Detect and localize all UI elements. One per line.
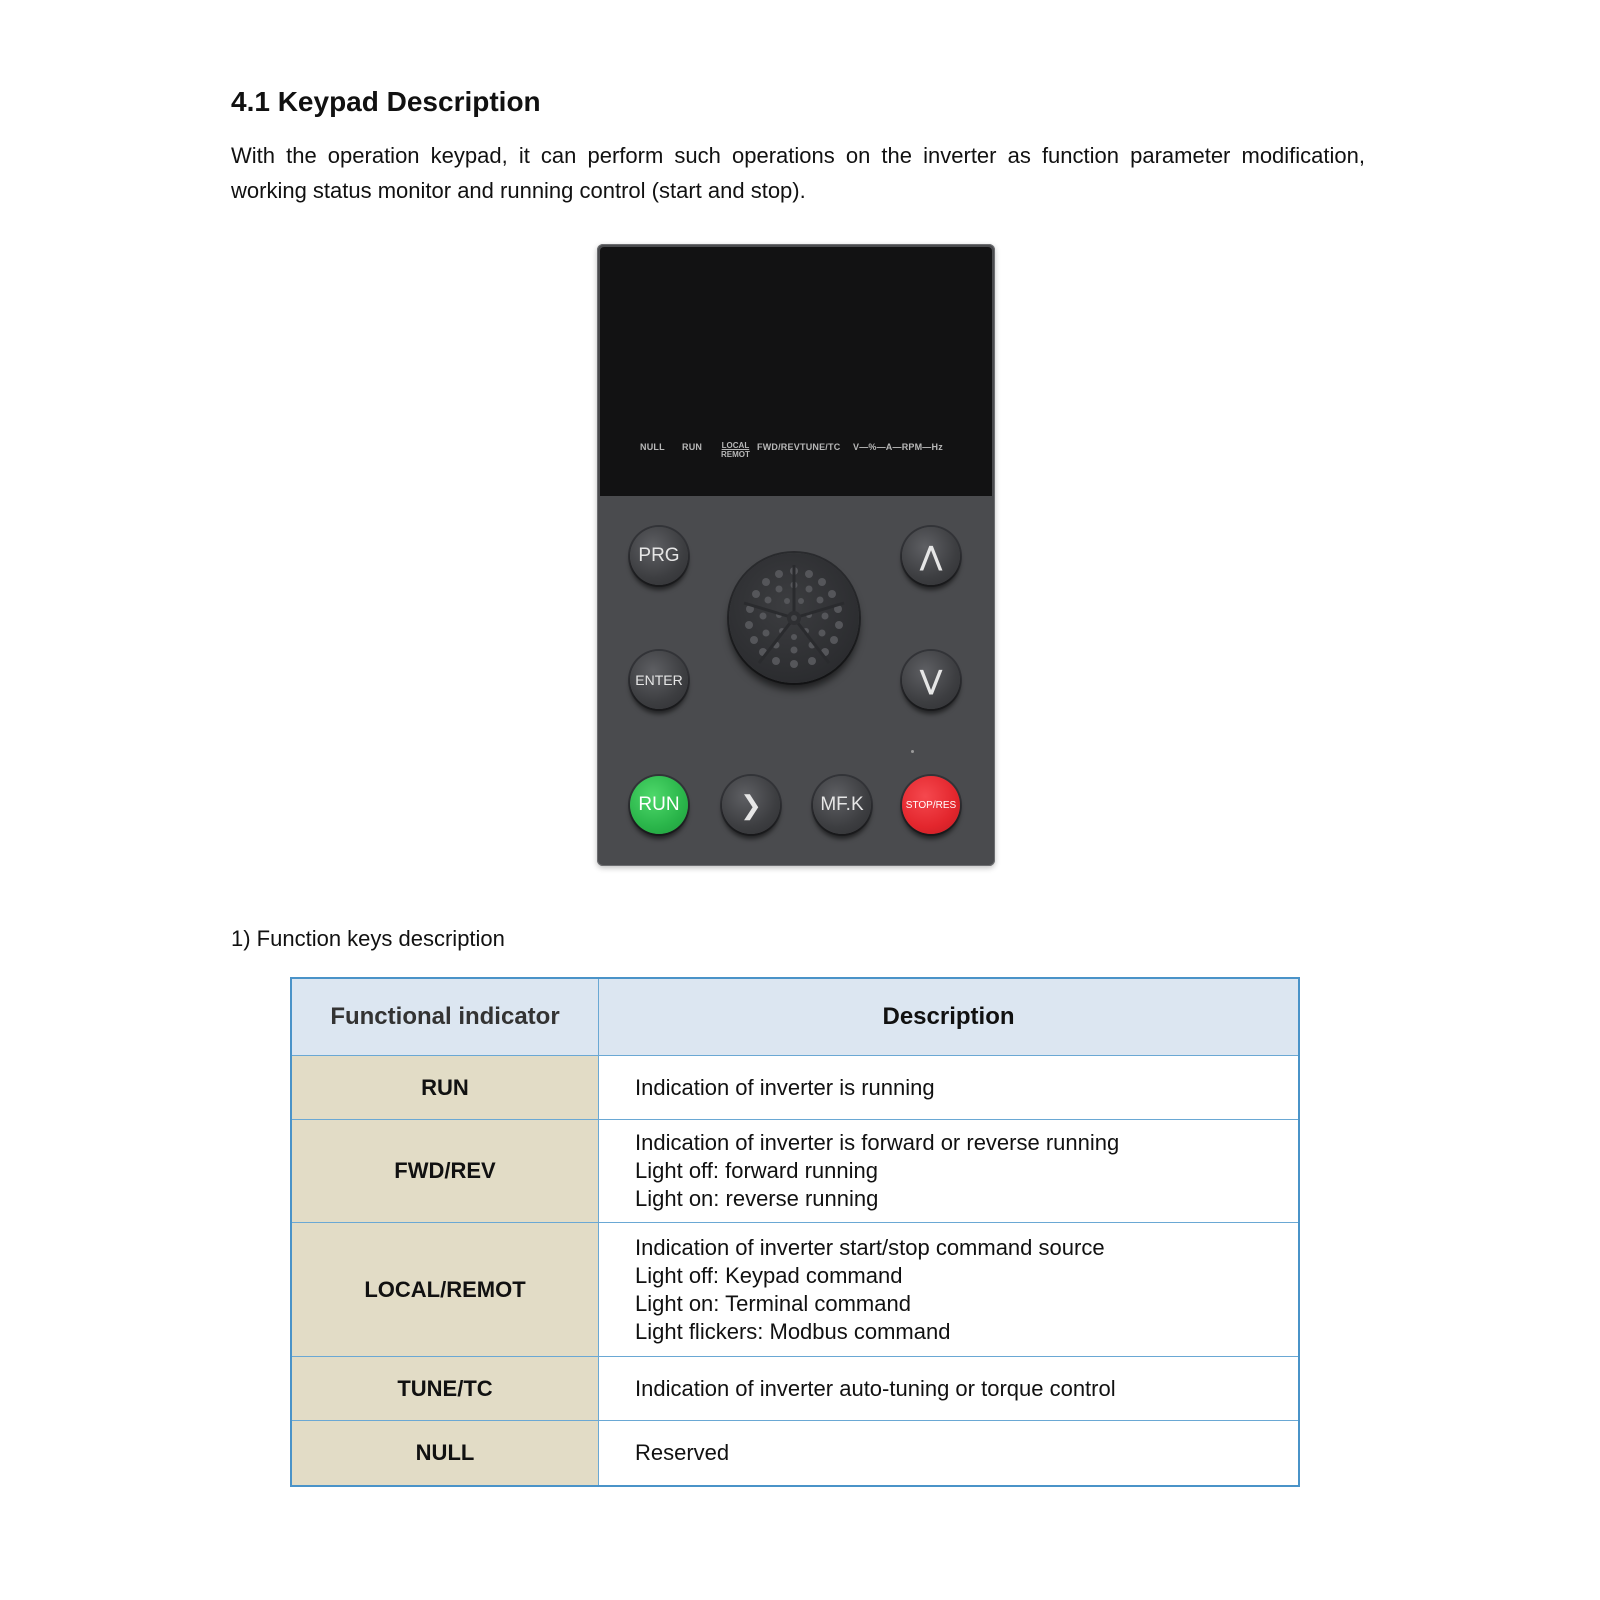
indicator-tune-tc: TUNE/TC [800,442,841,452]
chevron-up-icon: ⋀ [920,540,942,571]
indicator-cell: FWD/REV [291,1120,599,1223]
indicator-dot [911,750,914,753]
description-line: Indication of inverter auto-tuning or torque control [635,1375,1116,1401]
shift-button[interactable] [722,776,780,834]
intro-paragraph: With the operation keypad, it can perform such operations on the inverter as function parameter modification, working status monitor and running control (start and stop). [231,143,1365,203]
indicator-units: V—%—A—RPM—Hz [853,442,943,452]
description-line: Light off: forward running [635,1158,878,1183]
prg-button[interactable]: PRG [630,527,688,585]
chevron-down-icon: ⋁ [920,664,942,695]
description-cell [599,1357,1300,1421]
description-cell [599,1421,1300,1486]
down-button[interactable] [902,651,960,709]
chevron-right-icon: ❯ [740,789,762,820]
stop-reset-button[interactable]: STOP/RES [902,776,960,834]
keypad-device [597,244,995,866]
indicator-fwd-rev: FWD/REV [757,442,800,452]
description-cell [599,1120,1300,1223]
description-line: Indication of inverter start/stop command source [635,1234,1105,1260]
description-cell [599,1223,1300,1357]
description-line: Light off: Keypad command [635,1262,903,1288]
indicator-cell: NULL [291,1421,599,1486]
indicator-remot: REMOT [721,450,750,459]
header-description: Description [599,978,1300,1056]
table-row [291,1120,1299,1223]
indicator-local-remot [721,441,750,459]
table-row [291,1056,1299,1120]
function-keys-table [290,977,1300,1487]
section-label: 1) Function keys description [231,926,505,951]
mfk-button[interactable]: MF.K [813,776,871,834]
description-line: Light on: reverse running [635,1186,879,1211]
indicator-cell: LOCAL/REMOT [291,1223,599,1357]
up-button[interactable] [902,527,960,585]
description-cell [599,1056,1300,1120]
dial-grip-icon [729,553,859,683]
indicator-run: RUN [682,442,703,452]
jog-dial[interactable] [729,553,859,683]
indicator-null: NULL [640,442,665,452]
keypad-display [600,247,992,496]
enter-button[interactable]: ENTER [630,651,688,709]
description-line: Indication of inverter is running [635,1074,935,1100]
indicator-cell: RUN [291,1056,599,1120]
run-button[interactable]: RUN [630,776,688,834]
description-line: Light flickers: Modbus command [635,1318,951,1344]
description-line: Indication of inverter is forward or reverse running [635,1130,1120,1155]
description-line: Reserved [635,1439,730,1465]
page-title: 4.1 Keypad Description [231,86,541,117]
header-functional-indicator: Functional indicator [291,978,599,1056]
table-row [291,1357,1299,1421]
description-line: Light on: Terminal command [635,1290,911,1316]
indicator-local: LOCAL [721,441,750,450]
indicator-cell: TUNE/TC [291,1357,599,1421]
table-row [291,1421,1299,1486]
table-row [291,1223,1299,1357]
